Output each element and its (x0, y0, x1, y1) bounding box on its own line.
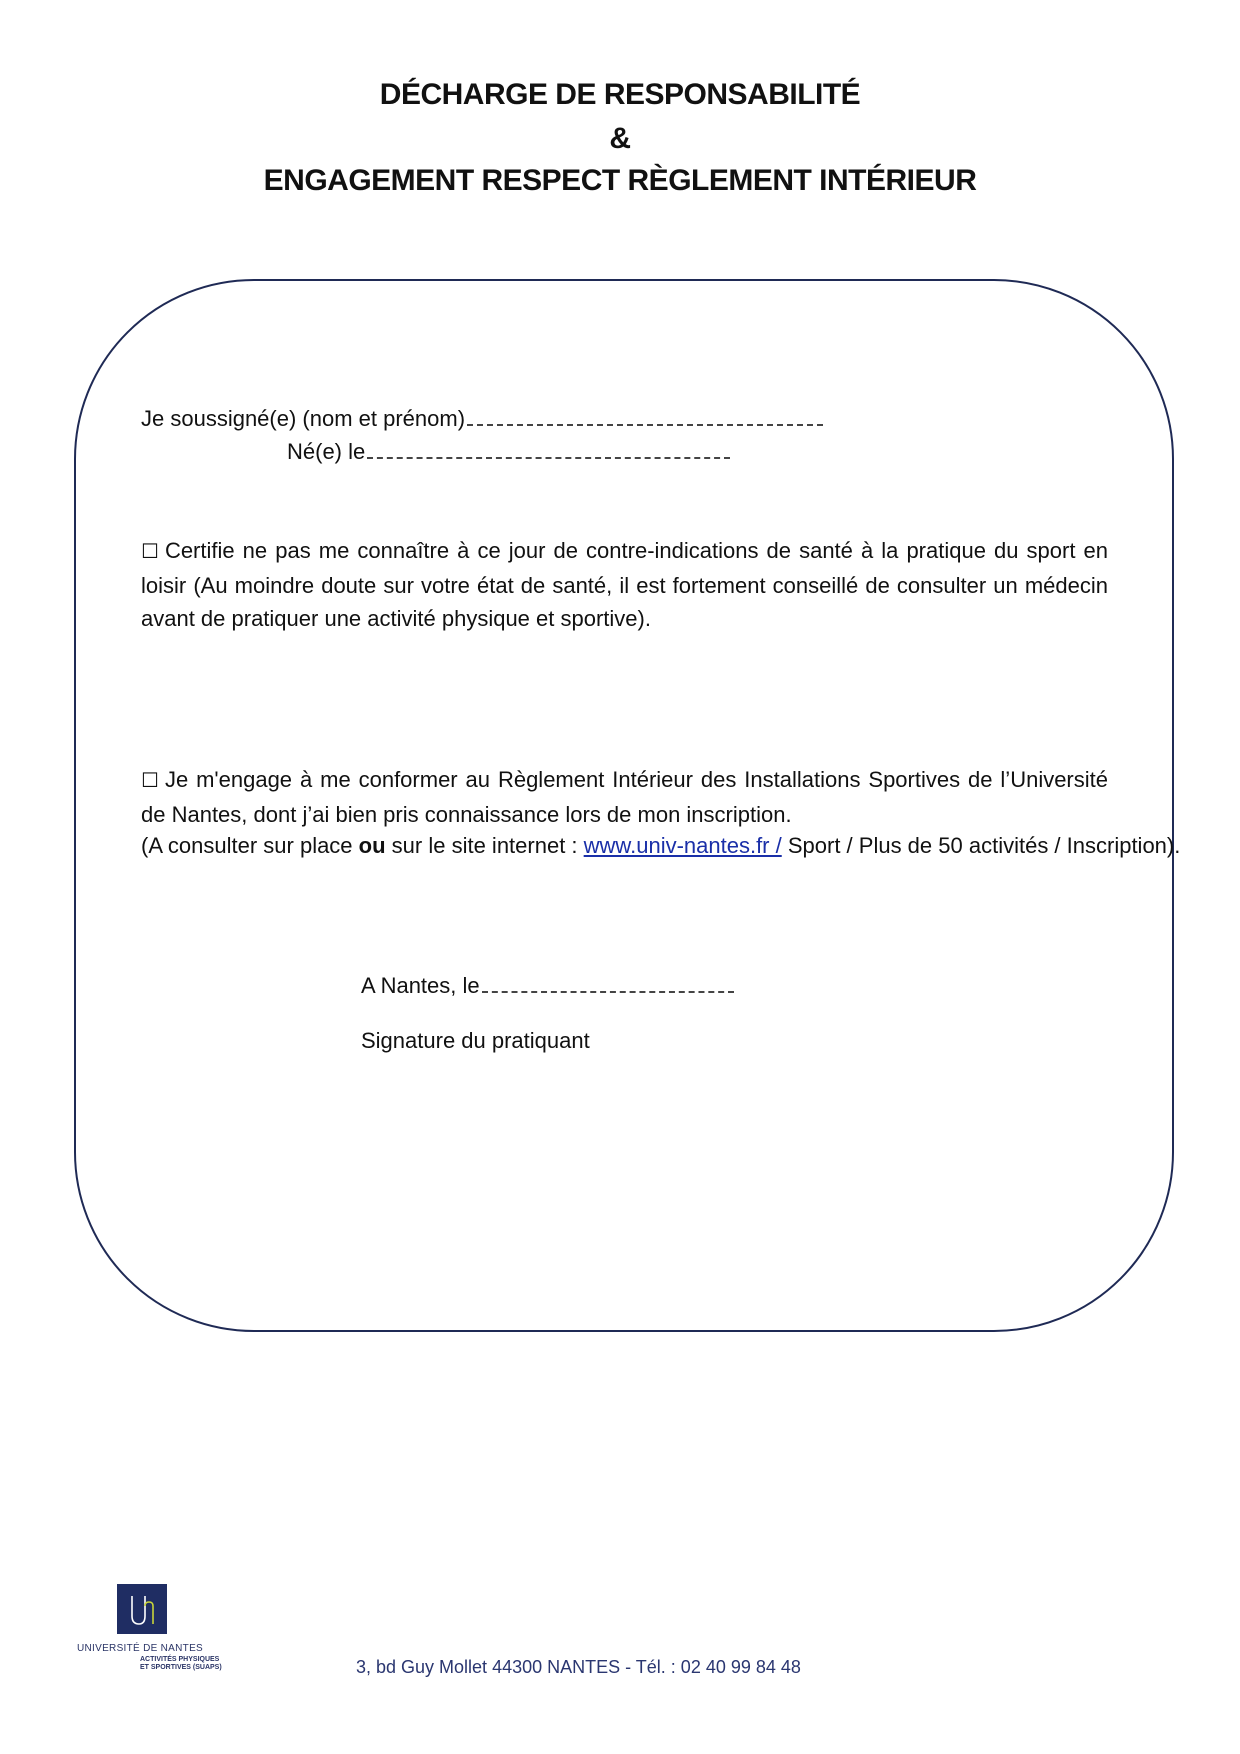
signature-label: Signature du pratiquant (361, 1028, 590, 1053)
birth-date-field[interactable] (367, 437, 730, 459)
university-name: UNIVERSITÉ DE NANTES (77, 1643, 204, 1654)
department-line1: ACTIVITÉS PHYSIQUES (140, 1656, 220, 1663)
place-row (361, 969, 734, 1002)
document-title-line2: ENGAGEMENT RESPECT RÈGLEMENT INTÉRIEUR (263, 164, 977, 197)
consult-suffix: Sport / Plus de 50 activités / Inscription). (781, 833, 1181, 858)
name-label: Je soussigné(e) (nom et prénom) (141, 406, 466, 431)
engage-checkbox[interactable]: ☐ (141, 770, 159, 792)
certify-checkbox[interactable]: ☐ (141, 541, 159, 563)
document-title-ampersand: & (609, 122, 631, 155)
birth-row (287, 435, 730, 468)
footer-address: 3, bd Guy Mollet 44300 NANTES - Tél. : 02 40 99 84 48 (356, 1657, 801, 1677)
consult-line (141, 829, 1180, 862)
document-title-line1: DÉCHARGE DE RESPONSABILITÉ (379, 78, 861, 111)
name-field[interactable] (467, 404, 823, 426)
website-link[interactable]: www.univ-nantes.fr / (583, 833, 782, 858)
engage-text: Je m'engage à me conformer au Règlement Intérieur des Installations Sportives de l’Université de Nantes, dont j’ai bien pris connaissance lors de mon inscription. (141, 767, 1108, 827)
department-line2: ET SPORTIVES (SUAPS) (140, 1664, 222, 1671)
university-logo (117, 1584, 167, 1634)
certify-text: Certifie ne pas me connaître à ce jour de contre-indications de santé à la pratique du sport en loisir (Au moindre doute sur votre état de santé, il est fortement conseillé de consulter un médecin avant de pratiquer une activité physique et sportive). (141, 538, 1108, 631)
birth-label: Né(e) le (287, 439, 366, 464)
department-name (140, 1656, 222, 1672)
consult-bold: ou (358, 833, 386, 858)
place-label: A Nantes, le (361, 973, 480, 998)
consult-prefix: (A consulter sur place (141, 833, 359, 858)
consult-mid: sur le site internet : (385, 833, 584, 858)
name-row (141, 402, 823, 435)
logo-mark-icon (117, 1584, 167, 1634)
date-field[interactable] (482, 971, 734, 993)
engage-paragraph (141, 763, 1108, 831)
certify-paragraph (141, 534, 1108, 635)
